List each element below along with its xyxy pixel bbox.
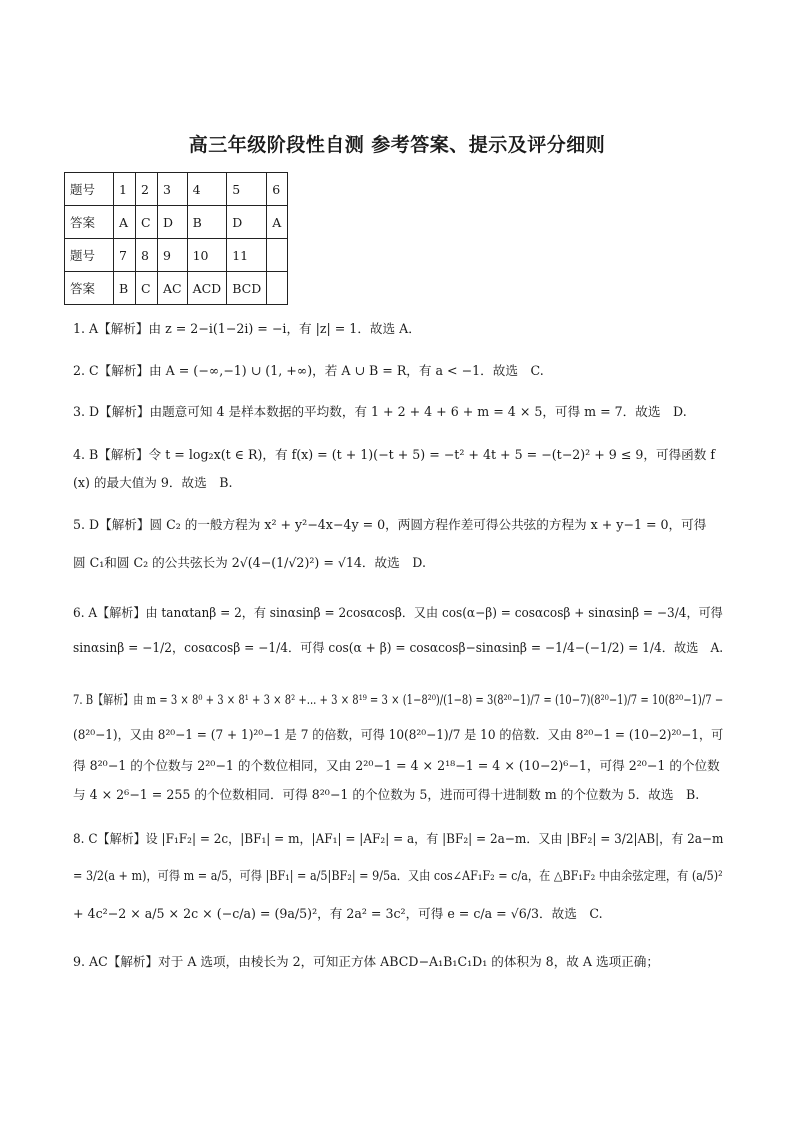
table-cell: 6 [267, 173, 288, 206]
solution-8-line-2: = 3/2(a + m)，可得 m = a/5，可得 |BF₁| = a/5|BF₂| = 9/5a．又由 cos∠AF₁F₂ = c/a，在 △BF₁F₂ 中由余弦定理，有 (a/5)² [73, 868, 723, 883]
solution-5-line-2: 圆 C₁和圆 C₂ 的公共弦长为 2√(4−(1/√2)²) = √14．故选 D. [73, 555, 426, 570]
solution-8-line-1: 8. C【解析】设 |F₁F₂| = 2c，|BF₁| = m，|AF₁| = |AF₂| = a，有 |BF₂| = 2a−m．又由 |BF₂| = 3/2|AB|，有 2a−m [73, 831, 724, 846]
solution-8-line-3: + 4c²−2 × a/5 × 2c × (−c/a) = (9a/5)²，有 2a² = 3c²，可得 e = c/a = √6/3．故选 C. [73, 906, 603, 921]
table-cell: D [227, 206, 267, 239]
table-cell [267, 239, 288, 272]
table-cell: B [187, 206, 227, 239]
solution-6-line-1: 6. A【解析】由 tanαtanβ = 2，有 sinαsinβ = 2cosαcosβ．又由 cos(α−β) = cosαcosβ + sinαsinβ = −3/4，可得 [73, 605, 723, 620]
table-cell: 题号 [65, 173, 114, 206]
solution-6-line-2: sinαsinβ = −1/2，cosαcosβ = −1/4．可得 cos(α + β) = cosαcosβ−sinαsinβ = −1/4−(−1/2) = 1/4．故选 A. [73, 640, 724, 655]
table-cell: 4 [187, 173, 227, 206]
table-cell: A [267, 206, 288, 239]
table-cell [267, 272, 288, 305]
solution-9: 9. AC【解析】对于 A 选项，由棱长为 2，可知正方体 ABCD−A₁B₁C₁D₁ 的体积为 8，故 A 选项正确； [73, 954, 659, 969]
table-cell: C [136, 272, 158, 305]
table-cell: A [114, 206, 136, 239]
solution-4-line-2: (x) 的最大值为 9．故选 B. [73, 475, 233, 490]
table-cell: 8 [136, 239, 158, 272]
solution-2: 2. C【解析】由 A = (−∞,−1) ∪ (1, +∞)，若 A ∪ B = R，有 a < −1．故选 C. [73, 363, 544, 378]
table-cell: AC [158, 272, 188, 305]
table-cell: 3 [158, 173, 188, 206]
table-cell: ACD [187, 272, 227, 305]
solution-7-line-4: 与 4 × 2⁶−1 = 255 的个位数相同．可得 8²⁰−1 的个位数为 5，进而可得十进制数 m 的个位数为 5．故选 B. [73, 787, 700, 802]
table-cell: 11 [227, 239, 267, 272]
answer-table [64, 172, 288, 305]
table-cell: D [158, 206, 188, 239]
table-row [65, 173, 288, 206]
solution-1: 1. A【解析】由 z = 2−i(1−2i) = −i，有 |z| = 1．故选 A． [73, 321, 421, 336]
table-cell: 7 [114, 239, 136, 272]
page-title: 高三年级阶段性自测 参考答案、提示及评分细则 [188, 134, 606, 156]
table-row [65, 272, 288, 305]
solution-7-line-1: 7. B【解析】由 m = 3 × 8⁰ + 3 × 8¹ + 3 × 8² +... + 3 × 8¹⁹ = 3 × (1−8²⁰)/(1−8) = 3(8²⁰−1)/7 = (10−7)(8²⁰−1)/7 = 10(8²⁰−1)/7 − [73, 692, 724, 707]
table-cell: C [136, 206, 158, 239]
solution-4-line-1: 4. B【解析】令 t = log₂x(t ∈ R)，有 f(x) = (t + 1)(−t + 5) = −t² + 4t + 5 = −(t−2)² + 9 ≤ 9，可得函数 f [73, 447, 716, 462]
solution-7-line-3: 得 8²⁰−1 的个位数与 2²⁰−1 的个数位相同，又由 2²⁰−1 = 4 × 2¹⁸−1 = 4 × (10−2)⁶−1，可得 2²⁰−1 的个位数 [73, 758, 720, 773]
table-cell: 题号 [65, 239, 114, 272]
table-cell: B [114, 272, 136, 305]
table-row [65, 239, 288, 272]
table-cell: 答案 [65, 272, 114, 305]
solution-3: 3. D【解析】由题意可知 4 是样本数据的平均数，有 1 + 2 + 4 + 6 + m = 4 × 5，可得 m = 7．故选 D. [73, 404, 687, 419]
table-cell: 10 [187, 239, 227, 272]
table-cell: 答案 [65, 206, 114, 239]
solution-7-line-2: (8²⁰−1)，又由 8²⁰−1 = (7 + 1)²⁰−1 是 7 的倍数，可得 10(8²⁰−1)/7 是 10 的倍数．又由 8²⁰−1 = (10−2)²⁰−1，可 [73, 727, 724, 742]
table-cell: 5 [227, 173, 267, 206]
table-cell: 1 [114, 173, 136, 206]
table-cell: 2 [136, 173, 158, 206]
table-row [65, 206, 288, 239]
solution-5-line-1: 5. D【解析】圆 C₂ 的一般方程为 x² + y²−4x−4y = 0，两圆方程作差可得公共弦的方程为 x + y−1 = 0，可得 [73, 517, 707, 532]
table-cell: BCD [227, 272, 267, 305]
table-cell: 9 [158, 239, 188, 272]
